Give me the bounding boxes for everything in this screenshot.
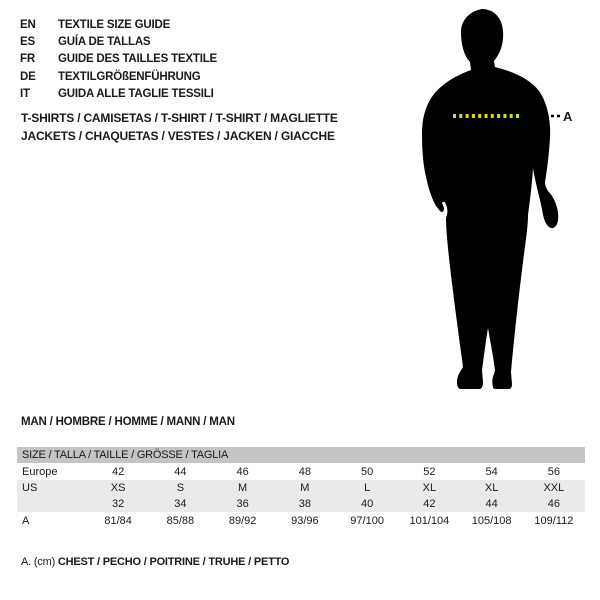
size-cell: 46 xyxy=(547,498,560,510)
size-cell: S xyxy=(176,482,185,494)
category-line-jackets: JACKETS / CHAQUETAS / VESTES / JACKEN / GIACCHE xyxy=(21,128,335,143)
language-row-fr xyxy=(20,51,217,68)
language-list xyxy=(20,16,217,103)
size-cell: 101/104 xyxy=(409,515,450,527)
section-title-man: MAN / HOMBRE / HOMME / MANN / MAN xyxy=(21,416,235,428)
size-cell: L xyxy=(364,482,371,494)
man-figure xyxy=(395,0,600,400)
size-cell: XS xyxy=(110,482,126,494)
language-code: FR xyxy=(20,53,35,66)
size-cell: 97/100 xyxy=(350,515,384,527)
category-line-tshirts: T-SHIRTS / CAMISETAS / T-SHIRT / T-SHIRT / MAGLIETTE xyxy=(21,111,338,125)
size-cell: 109/112 xyxy=(534,515,574,527)
size-cell: 42 xyxy=(112,465,125,478)
language-row-it xyxy=(20,86,217,103)
size-cell: 52 xyxy=(423,465,436,478)
size-cell: 85/88 xyxy=(166,515,195,527)
size-cell: XL xyxy=(484,482,499,494)
size-cell: 46 xyxy=(236,465,249,478)
category-list xyxy=(21,110,338,145)
size-table-row-chest-cm xyxy=(17,512,585,530)
language-row-es xyxy=(20,33,217,50)
size-cell: M xyxy=(238,482,248,494)
size-cell: 40 xyxy=(361,498,374,510)
size-cell: 38 xyxy=(298,498,311,510)
footnote-text: CHEST / PECHO / POITRINE / TRUHE / PETTO xyxy=(57,556,290,568)
size-cell: 48 xyxy=(298,465,311,478)
size-cell: 93/96 xyxy=(291,515,319,527)
man-silhouette-graphic xyxy=(395,0,600,400)
row-label: Europe xyxy=(22,465,58,478)
size-cell: M xyxy=(300,482,310,494)
size-cell: 56 xyxy=(547,465,560,478)
size-table-row-europe xyxy=(17,463,585,480)
size-cell: XXL xyxy=(543,482,565,494)
size-cell: XL xyxy=(422,482,437,494)
size-cell: 44 xyxy=(174,465,187,478)
size-cell: 89/92 xyxy=(228,515,257,527)
size-cell: 54 xyxy=(485,465,498,478)
size-table xyxy=(17,447,585,530)
language-row-de xyxy=(20,68,217,85)
size-table-header: SIZE / TALLA / TAILLE / GRÖSSE / TAGLIA xyxy=(17,447,585,463)
size-cell: 34 xyxy=(174,498,187,510)
size-cell: 32 xyxy=(112,498,125,510)
language-label: GUIDE DES TAILLES TEXTILE xyxy=(58,53,217,66)
row-label: US xyxy=(22,482,38,494)
language-row-en xyxy=(20,16,217,33)
footnote-prefix: A. (cm) xyxy=(21,556,56,568)
measure-footnote xyxy=(21,556,289,568)
row-label: A xyxy=(22,515,30,527)
size-cell: 36 xyxy=(236,498,249,510)
language-label: TEXTILGRÖßENFÜHRUNG xyxy=(58,70,201,83)
size-table-row-us xyxy=(17,480,585,496)
size-cell: 50 xyxy=(361,465,374,478)
size-cell: 44 xyxy=(485,498,498,510)
measure-label: A xyxy=(563,109,573,124)
language-code: EN xyxy=(20,18,36,31)
language-code: DE xyxy=(20,70,36,83)
size-table-row-numeric xyxy=(17,496,585,512)
language-code: IT xyxy=(20,88,30,101)
language-label: TEXTILE SIZE GUIDE xyxy=(58,18,171,31)
language-label: GUIDA ALLE TAGLIE TESSILI xyxy=(58,88,214,101)
language-label: GUÍA DE TALLAS xyxy=(58,36,151,49)
size-cell: 105/108 xyxy=(471,515,512,527)
language-code: ES xyxy=(20,36,35,49)
size-cell: 81/84 xyxy=(104,515,132,527)
man-silhouette xyxy=(422,9,558,389)
size-cell: 42 xyxy=(423,498,436,510)
